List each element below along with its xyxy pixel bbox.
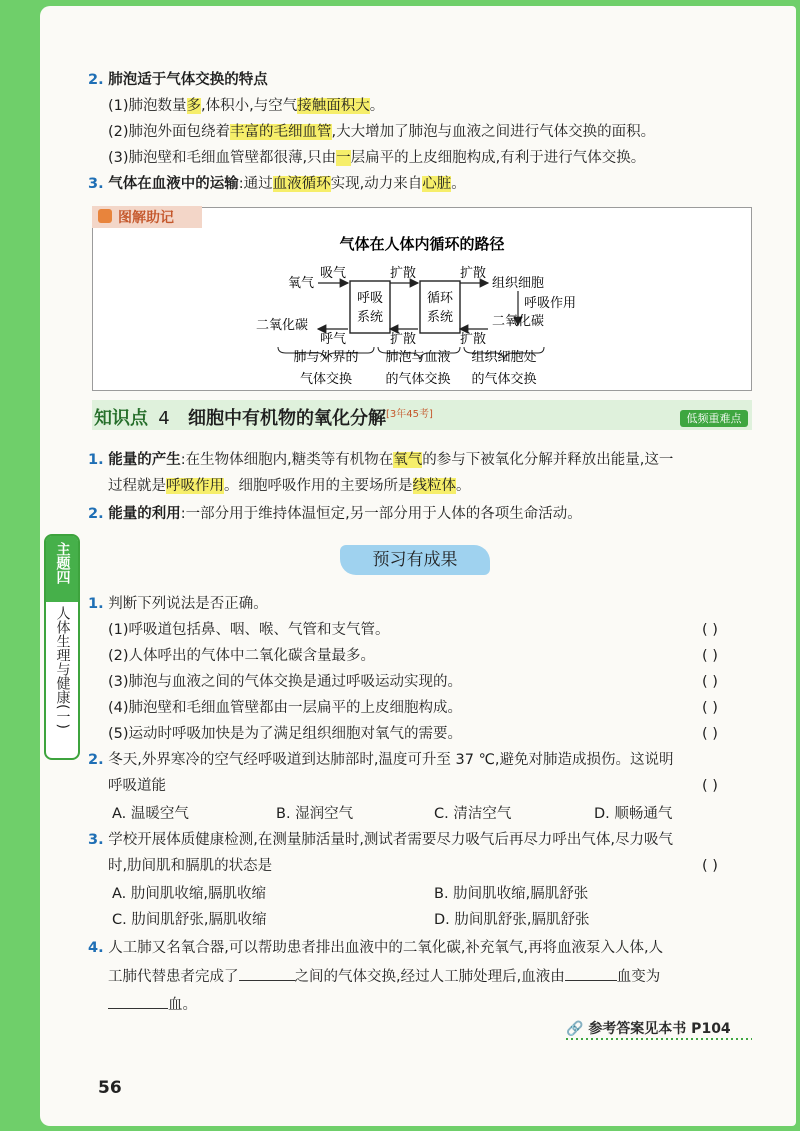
- caption: 组织细胞处: [471, 350, 537, 365]
- knowledge-point-header: [94, 404, 433, 430]
- box-label: 系统: [356, 310, 384, 325]
- section-title: 能量的产生: [108, 452, 181, 468]
- text: ,大大增加了肺泡与血液之间进行气体交换的面积。: [331, 124, 656, 140]
- section-number: 1.: [88, 452, 104, 468]
- diagram-title: 气体在人体内循环的路径: [339, 235, 505, 253]
- option-d[interactable]: D. 肋间肌舒张,膈肌舒张: [434, 912, 590, 928]
- question-4-line-3: [108, 994, 197, 1015]
- respiratory-system-box: [350, 281, 390, 333]
- section-number: 3.: [88, 176, 104, 192]
- question-2-line-1: [88, 750, 674, 770]
- question-number: 1.: [88, 596, 104, 612]
- link-icon: 🔗: [566, 1021, 584, 1037]
- section-number: 2.: [88, 72, 104, 88]
- text: (2)肺泡外面包绕着: [108, 124, 231, 140]
- option-c[interactable]: C. 肋间肌舒张,膈肌收缩: [112, 912, 267, 928]
- highlight: 呼吸作用: [166, 478, 224, 494]
- judge-item: (2)人体呼出的气体中二氧化碳含量最多。: [108, 648, 376, 664]
- question-stem: 时,肋间肌和膈肌的状态是: [108, 858, 273, 874]
- fill-blank[interactable]: [565, 966, 617, 981]
- diffuse-label: 扩散: [460, 332, 487, 347]
- circulatory-system-box: [420, 281, 460, 333]
- highlight: 氧气: [393, 452, 423, 468]
- diffuse-label: 扩散: [460, 266, 487, 281]
- text: :一部分用于维持体温恒定,另一部分用于人体的各项生命活动。: [180, 506, 582, 522]
- kp-frequency: [3年45考]: [386, 409, 433, 420]
- oxygen-label: 氧气: [288, 276, 315, 291]
- text: ,体积小,与空气: [201, 98, 298, 114]
- kp-number: 4: [158, 408, 170, 429]
- answer-blank[interactable]: ( ): [702, 622, 718, 638]
- answer-blank[interactable]: ( ): [702, 858, 718, 874]
- highlight: 丰富的毛细血管: [230, 124, 332, 140]
- page-number: 56: [98, 1078, 122, 1098]
- box-label: 系统: [426, 310, 454, 325]
- diffuse-label: 扩散: [390, 332, 417, 347]
- text: 。: [369, 98, 385, 114]
- alveoli-feature-3: [108, 148, 645, 168]
- question-stem: 人工肺又名氧合器,可以帮助患者排出血液中的二氧化碳,补充氧气,再将血液泵入人体,人: [108, 940, 664, 956]
- dotted-underline: [566, 1036, 752, 1042]
- option-d[interactable]: D. 顺畅通气: [594, 806, 673, 822]
- chapter-label: 人体生理与健康(一): [54, 606, 71, 729]
- answer-reference: [566, 1018, 731, 1038]
- section-title: 肺泡适于气体交换的特点: [108, 72, 268, 88]
- section-2-heading: [88, 70, 268, 90]
- box-label: 循环: [426, 291, 454, 306]
- option-a[interactable]: A. 温暖空气: [112, 806, 189, 822]
- text: (3)肺泡壁和毛细血管壁都很薄,只由: [108, 150, 337, 166]
- highlight: 心脏: [422, 176, 452, 192]
- text: 血变为: [616, 969, 661, 985]
- energy-1-line-1: [88, 450, 673, 470]
- question-4-line-2: [108, 966, 660, 987]
- fill-blank[interactable]: [239, 966, 295, 981]
- inhale-label: 吸气: [320, 266, 347, 281]
- alveoli-feature-1: [108, 96, 384, 116]
- gas-circulation-diagram: [92, 207, 752, 391]
- kp-title: 细胞中有机物的氧化分解: [188, 408, 387, 429]
- highlight: 多: [186, 98, 202, 114]
- judge-item: (1)呼吸道包括鼻、咽、喉、气管和支气管。: [108, 622, 390, 638]
- text: 血。: [168, 997, 197, 1013]
- text: 过程就是: [108, 478, 166, 494]
- question-1: [88, 594, 268, 614]
- text: 。: [451, 176, 466, 192]
- option-b[interactable]: B. 肋间肌收缩,膈肌舒张: [434, 886, 589, 902]
- text: 通过: [243, 176, 273, 192]
- tissue-cell-label: 组织细胞: [492, 276, 545, 291]
- box-label: 呼吸: [356, 291, 384, 306]
- chapter-side-tab: [44, 534, 80, 760]
- fill-blank[interactable]: [108, 994, 168, 1009]
- section-number: 2.: [88, 506, 104, 522]
- alveoli-feature-2: [108, 122, 655, 142]
- answer-blank[interactable]: ( ): [702, 778, 718, 794]
- question-stem: 学校开展体质健康检测,在测量肺活量时,测试者需要尽力吸气后再尽力呼出气体,尽力吸气: [108, 832, 674, 848]
- question-stem: 判断下列说法是否正确。: [108, 596, 268, 612]
- answer-reference-text: 参考答案见本书 P104: [588, 1021, 731, 1037]
- caption: 气体交换: [299, 372, 353, 387]
- chapter-title: [46, 606, 78, 734]
- judge-item: (4)肺泡壁和毛细血管壁都由一层扁平的上皮细胞构成。: [108, 700, 463, 716]
- answer-blank[interactable]: ( ): [702, 648, 718, 664]
- text: :在生物体细胞内,糖类等有机物在: [180, 452, 394, 468]
- text: (1)肺泡数量: [108, 98, 187, 114]
- text: 之间的气体交换,经过人工肺处理后,血液由: [294, 969, 565, 985]
- caption: 肺与外界的: [293, 350, 359, 365]
- answer-blank[interactable]: ( ): [702, 674, 718, 690]
- section-3-line: [88, 174, 466, 194]
- caption: 的气体交换: [471, 372, 537, 387]
- theme-label: 主题四: [54, 542, 71, 584]
- option-c[interactable]: C. 清洁空气: [434, 806, 512, 822]
- co2-label: 二氧化碳: [256, 318, 309, 333]
- exhale-label: 呼气: [320, 332, 347, 347]
- question-stem: 呼吸道能: [108, 778, 166, 794]
- section-title: 气体在血液中的运输: [108, 176, 239, 192]
- highlight: 一: [336, 150, 351, 166]
- caption: 肺泡与血液: [385, 350, 451, 365]
- highlight: 线粒体: [412, 478, 456, 494]
- respiration-label: 呼吸作用: [524, 296, 577, 311]
- text: 实现,动力来自: [330, 176, 423, 192]
- caption: 的气体交换: [385, 372, 451, 387]
- judge-item: (5)运动时呼吸加快是为了满足组织细胞对氧气的需要。: [108, 726, 463, 742]
- difficulty-badge: 低频重难点: [680, 410, 748, 427]
- energy-2-line: [88, 504, 582, 524]
- question-number: 3.: [88, 832, 104, 848]
- option-b[interactable]: B. 湿润空气: [276, 806, 354, 822]
- energy-1-line-2: [108, 476, 471, 496]
- colon: :: [238, 176, 244, 192]
- question-3-line-1: [88, 830, 673, 850]
- figure-tag-label: 图解助记: [118, 210, 174, 226]
- question-4-line-1: [88, 938, 663, 958]
- highlight: 血液循环: [272, 176, 331, 192]
- section-title: 能量的利用: [108, 506, 181, 522]
- text: 层扁平的上皮细胞构成,有利于进行气体交换。: [350, 150, 646, 166]
- co2-label: 二氧化碳: [492, 314, 545, 329]
- preview-banner: 预习有成果: [340, 545, 490, 575]
- judge-item: (3)肺泡与血液之间的气体交换是通过呼吸运动实现的。: [108, 674, 463, 690]
- answer-blank[interactable]: ( ): [702, 700, 718, 716]
- text: 工肺代替患者完成了: [108, 969, 239, 985]
- text: 。细胞呼吸作用的主要场所是: [224, 478, 413, 494]
- diffuse-label: 扩散: [390, 266, 417, 281]
- question-stem: 冬天,外界寒冷的空气经呼吸道到达肺部时,温度可升至 37 ℃,避免对肺造成损伤。这说明: [108, 752, 674, 768]
- answer-blank[interactable]: ( ): [702, 726, 718, 742]
- question-number: 2.: [88, 752, 104, 768]
- text: 的参与下被氧化分解并释放出能量,这一: [422, 452, 674, 468]
- kp-label: 知识点: [94, 408, 148, 429]
- chapter-theme: [46, 536, 78, 602]
- text: 。: [456, 478, 471, 494]
- option-a[interactable]: A. 肋间肌收缩,膈肌收缩: [112, 886, 266, 902]
- question-number: 4.: [88, 940, 104, 956]
- highlight: 接触面积大: [297, 98, 370, 114]
